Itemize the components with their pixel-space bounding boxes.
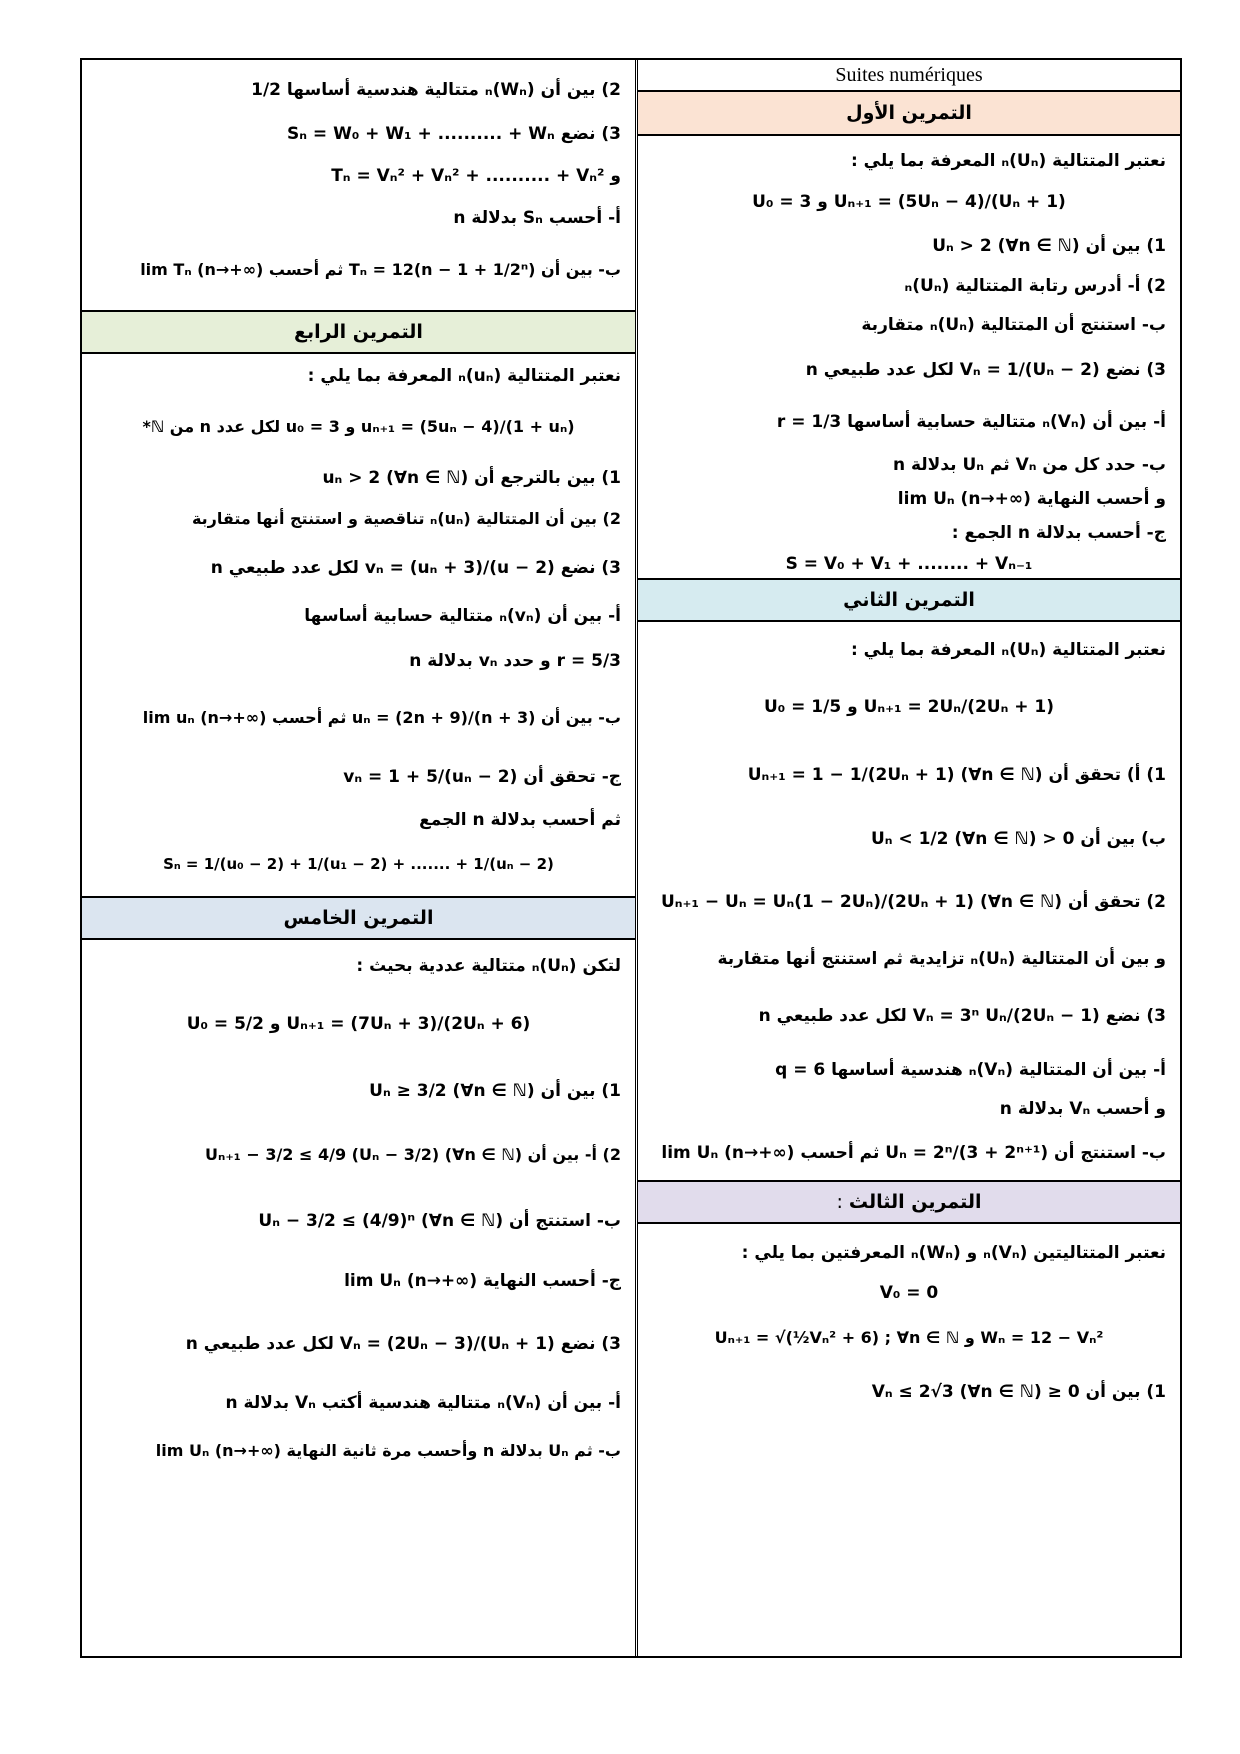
- page-frame: [80, 58, 1182, 1658]
- ex1-line-3: 1) بين أن Uₙ > 2 (∀n ∈ ℕ): [932, 236, 1166, 256]
- document-title: Suites numériques: [638, 60, 1180, 92]
- ex2-line-1: نعتبر المتتالية (Uₙ)ₙ المعرفة بما يلي :: [850, 640, 1166, 660]
- ex4-line-5: 3) نضع vₙ = (uₙ + 3)/(u − 2) لكل عدد طبيعي n: [210, 558, 621, 578]
- ex1-line-4: 2) أ- أدرس رتابة المتتالية (Uₙ)ₙ: [904, 276, 1166, 296]
- ex3c-line-2: 3) نضع Sₙ = W₀ + W₁ + .......... + Wₙ: [287, 124, 621, 144]
- ex1-line-8: ب- حدد كل من Vₙ ثم Uₙ بدلالة n: [892, 455, 1166, 475]
- exercise-4-heading: التمرين الرابع: [82, 310, 635, 354]
- exercise-3-continued: [82, 60, 635, 310]
- ex5-line-7: 3) نضع Vₙ = (2Uₙ − 3)/(Uₙ + 1) لكل عدد طبيعي n: [185, 1334, 621, 1354]
- ex5-line-6: ج- أحسب النهاية lim Uₙ (n→+∞): [344, 1271, 621, 1291]
- ex2-line-9: و أحسب Vₙ بدلالة n: [999, 1099, 1166, 1119]
- right-column: [638, 60, 1180, 1656]
- ex4-line-8: ب- بين أن uₙ = (2n + 9)/(n + 3) ثم أحسب lim uₙ (n→+∞): [142, 708, 621, 727]
- exercise-5-heading: التمرين الخامس: [82, 896, 635, 940]
- exercise-2-heading: التمرين الثاني: [638, 578, 1180, 622]
- ex3-line-1: نعتبر المتتاليتين (Vₙ)ₙ و (Wₙ)ₙ المعرفتين بما يلي :: [741, 1243, 1166, 1263]
- ex2-line-10: ب- استنتج أن Uₙ = 2ⁿ/(3 + 2ⁿ⁺¹) ثم أحسب lim Uₙ (n→+∞): [661, 1143, 1166, 1163]
- ex4-line-2: uₙ₊₁ = (5uₙ − 4)/(1 + uₙ) و u₀ = 3 لكل عدد n من ℕ*: [142, 417, 575, 436]
- ex3-line-3: Wₙ = 12 − Vₙ² و Uₙ₊₁ = √(½Vₙ² + 6) ; ∀n ∈ ℕ: [714, 1328, 1104, 1347]
- exercise-3: [638, 1180, 1180, 1418]
- ex4-line-3: 1) بين بالترجع أن uₙ > 2 (∀n ∈ ℕ): [322, 468, 621, 488]
- ex4-line-11: Sₙ = 1/(u₀ − 2) + 1/(u₁ − 2) + ....... + 1/(uₙ − 2): [163, 855, 554, 873]
- ex4-line-7: r = 5/3 و حدد vₙ بدلالة n: [409, 651, 621, 671]
- ex5-line-9: ب- ثم Uₙ بدلالة n وأحسب مرة ثانية النهاية lim Uₙ (n→+∞): [155, 1441, 621, 1460]
- ex1-line-11: S = V₀ + V₁ + ........ + Vₙ₋₁: [785, 554, 1033, 574]
- ex2-line-3: 1) أ) تحقق أن Uₙ₊₁ = 1 − 1/(2Uₙ + 1) (∀n ∈ ℕ): [747, 765, 1166, 785]
- ex4-line-6: أ- بين أن (vₙ)ₙ متتالية حسابية أساسها: [304, 606, 621, 626]
- ex2-line-5: 2) تحقق أن Uₙ₊₁ − Uₙ = Uₙ(1 − 2Uₙ)/(2Uₙ + 1) (∀n ∈ ℕ): [660, 892, 1166, 912]
- exercise-1: [638, 92, 1180, 578]
- ex1-line-5: ب- استنتج أن المتتالية (Uₙ)ₙ متقاربة: [861, 315, 1166, 335]
- ex1-line-10: ج- أحسب بدلالة n الجمع :: [951, 523, 1166, 543]
- ex3c-line-5: ب- بين أن Tₙ = 12(n − 1 + 1/2ⁿ) ثم أحسب lim Tₙ (n→+∞): [140, 260, 621, 279]
- ex5-line-5: ب- استنتج أن Uₙ − 3/2 ≤ (4/9)ⁿ (∀n ∈ ℕ): [258, 1211, 621, 1231]
- exercise-3-heading-mark: :: [836, 1191, 843, 1213]
- ex3-line-4: 1) بين أن 0 ≤ Vₙ ≤ 2√3 (∀n ∈ ℕ): [871, 1382, 1166, 1402]
- ex4-line-9: ج- تحقق أن vₙ = 1 + 5/(uₙ − 2): [343, 767, 621, 787]
- ex3c-line-4: أ- أحسب Sₙ بدلالة n: [453, 208, 621, 228]
- ex4-line-1: نعتبر المتتالية (uₙ)ₙ المعرفة بما يلي :: [307, 366, 621, 386]
- exercise-3-heading: [638, 1180, 1180, 1224]
- ex3c-line-1: 2) بين أن (Wₙ)ₙ متتالية هندسية أساسها 1/2: [251, 80, 621, 100]
- ex5-line-3: 1) بين أن Uₙ ≥ 3/2 (∀n ∈ ℕ): [369, 1081, 621, 1101]
- ex4-line-10: ثم أحسب بدلالة n الجمع: [419, 810, 621, 830]
- ex5-line-2: Uₙ₊₁ = (7Uₙ + 3)/(2Uₙ + 6) و U₀ = 5/2: [186, 1014, 531, 1034]
- ex1-line-1: نعتبر المتتالية (Uₙ)ₙ المعرفة بما يلي :: [850, 151, 1166, 171]
- ex1-line-6: 3) نضع Vₙ = 1/(Uₙ − 2) لكل عدد طبيعي n: [805, 360, 1166, 380]
- ex2-line-8: أ- بين أن المتتالية (Vₙ)ₙ هندسية أساسها q = 6: [775, 1060, 1166, 1080]
- ex2-line-2: Uₙ₊₁ = 2Uₙ/(2Uₙ + 1) و U₀ = 1/5: [763, 697, 1055, 717]
- ex5-line-4: 2) أ- بين أن Uₙ₊₁ − 3/2 ≤ 4/9 (Uₙ − 3/2) (∀n ∈ ℕ): [205, 1145, 621, 1164]
- ex2-line-6: و بين أن المتتالية (Uₙ)ₙ تزايدية ثم استنتج أنها متقاربة: [717, 949, 1166, 969]
- exercise-1-heading: التمرين الأول: [638, 92, 1180, 136]
- ex1-line-2: Uₙ₊₁ = (5Uₙ − 4)/(Uₙ + 1) و U₀ = 3: [752, 192, 1066, 212]
- ex5-line-8: أ- بين أن (Vₙ)ₙ متتالية هندسية أكتب Vₙ بدلالة n: [225, 1393, 621, 1413]
- exercise-2: [638, 578, 1180, 1180]
- left-column: [82, 60, 638, 1656]
- ex2-line-4: ب) بين أن 0 < Uₙ < 1/2 (∀n ∈ ℕ): [870, 829, 1166, 849]
- exercise-4: [82, 310, 635, 896]
- ex4-line-4: 2) بين أن المتتالية (uₙ)ₙ تناقصية و استنتج أنها متقاربة: [191, 509, 621, 528]
- ex2-line-7: 3) نضع Vₙ = 3ⁿ Uₙ/(2Uₙ − 1) لكل عدد طبيعي n: [758, 1006, 1166, 1026]
- ex3-line-2: V₀ = 0: [879, 1283, 939, 1303]
- ex1-line-9: و أحسب النهاية lim Uₙ (n→+∞): [897, 489, 1166, 509]
- exercise-5: [82, 896, 635, 1476]
- exercise-3-heading-text: التمرين الثالث: [848, 1191, 982, 1213]
- ex3c-line-3: و Tₙ = Vₙ² + Vₙ² + .......... + Vₙ²: [331, 166, 621, 186]
- ex1-line-7: أ- بين أن (Vₙ)ₙ متتالية حسابية أساسها r = 1/3: [776, 412, 1166, 432]
- ex5-line-1: لتكن (Uₙ)ₙ متتالية عددية بحيث :: [356, 956, 621, 976]
